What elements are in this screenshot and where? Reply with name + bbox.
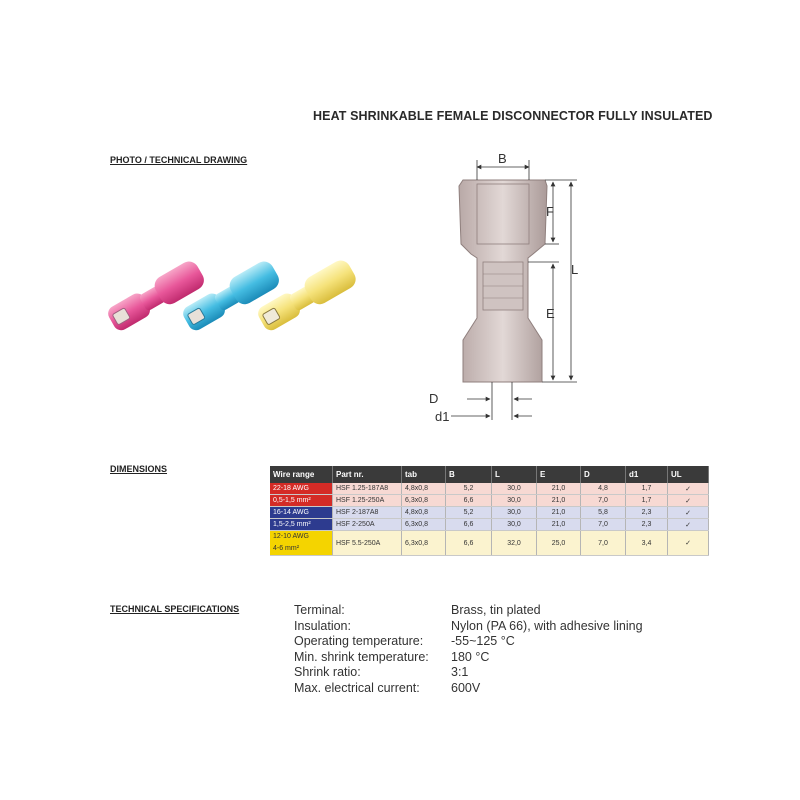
spec-value: 180 °C xyxy=(451,649,490,664)
d1-cell: 2,3 xyxy=(626,519,668,531)
wire-range-awg: 12-10 AWG xyxy=(273,533,309,540)
wire-range-cell: 0,5-1,5 mm² xyxy=(270,495,333,507)
part-cell: HSF 1.25-187A8 xyxy=(333,483,402,495)
spec-row-shrink-temperature xyxy=(294,650,643,666)
spec-value: Brass, tin plated xyxy=(451,603,541,617)
section-label-dimensions: DIMENSIONS xyxy=(110,464,168,474)
col-header-d1: d1 xyxy=(626,466,668,483)
tab-cell: 4,8x0,8 xyxy=(402,507,446,519)
label-F: F xyxy=(546,204,554,219)
product-photo xyxy=(108,244,358,344)
ul-check-icon: ✓ xyxy=(668,483,709,495)
col-header-wire-range: Wire range xyxy=(270,466,333,483)
tab-cell: 4,8x0,8 xyxy=(402,483,446,495)
d1-cell: 3,4 xyxy=(626,531,668,556)
spec-value: Nylon (PA 66), with adhesive lining xyxy=(451,618,643,633)
col-header-tab: tab xyxy=(402,466,446,483)
spec-value: 600V xyxy=(451,680,481,695)
ul-check-icon: ✓ xyxy=(668,507,709,519)
table-row xyxy=(270,495,709,507)
spec-label: Shrink ratio: xyxy=(294,665,361,680)
spec-label: Insulation: xyxy=(294,618,351,633)
table-row xyxy=(270,519,709,531)
d1-cell: 1,7 xyxy=(626,483,668,495)
section-label-specs: TECHNICAL SPECIFICATIONS xyxy=(110,604,240,614)
spec-label: Min. shrink temperature: xyxy=(294,649,429,664)
b-cell: 5,2 xyxy=(446,483,492,495)
section-label-photo: PHOTO / TECHNICAL DRAWING xyxy=(110,155,248,165)
d-cell: 7,0 xyxy=(581,519,626,531)
ul-check-icon: ✓ xyxy=(668,519,709,531)
d1-cell: 1,7 xyxy=(626,495,668,507)
spec-label: Max. electrical current: xyxy=(294,680,420,695)
label-d1: d1 xyxy=(435,409,450,424)
b-cell: 5,2 xyxy=(446,507,492,519)
wire-range-cell: 16-14 AWG xyxy=(270,507,333,519)
page-title: HEAT SHRINKABLE FEMALE DISCONNECTOR FULLY INSULATED xyxy=(313,109,713,123)
l-cell: 30,0 xyxy=(492,507,537,519)
b-cell: 6,6 xyxy=(446,495,492,507)
d-cell: 7,0 xyxy=(581,531,626,556)
wire-range-cell: 22-18 AWG xyxy=(270,483,333,495)
d-cell: 5,8 xyxy=(581,507,626,519)
part-cell: HSF 5.5-250A xyxy=(333,531,402,556)
b-cell: 6,6 xyxy=(446,531,492,556)
col-header-E: E xyxy=(537,466,581,483)
l-cell: 30,0 xyxy=(492,483,537,495)
spec-value: -55~125 °C xyxy=(451,634,515,649)
connector-body xyxy=(459,180,547,382)
l-cell: 30,0 xyxy=(492,519,537,531)
spec-value: 3:1 xyxy=(451,665,469,680)
ul-check-icon: ✓ xyxy=(668,531,709,556)
ul-check-icon: ✓ xyxy=(668,495,709,507)
col-header-part-nr: Part nr. xyxy=(333,466,402,483)
technical-drawing xyxy=(395,150,590,435)
l-cell: 32,0 xyxy=(492,531,537,556)
e-cell: 21,0 xyxy=(537,483,581,495)
col-header-UL: UL xyxy=(668,466,709,483)
part-cell: HSF 2-250A xyxy=(333,519,402,531)
tab-cell: 6,3x0,8 xyxy=(402,519,446,531)
label-L: L xyxy=(571,262,579,277)
label-D: D xyxy=(429,391,439,406)
part-cell: HSF 2-187A8 xyxy=(333,507,402,519)
label-E: E xyxy=(546,306,555,321)
l-cell: 30,0 xyxy=(492,495,537,507)
col-header-L: L xyxy=(492,466,537,483)
tab-cell: 6,3x0,8 xyxy=(402,495,446,507)
e-cell: 21,0 xyxy=(537,519,581,531)
d-cell: 4,8 xyxy=(581,483,626,495)
tab-cell: 6,3x0,8 xyxy=(402,531,446,556)
table-row xyxy=(270,531,709,556)
table-row xyxy=(270,507,709,519)
table-row xyxy=(270,483,709,495)
wire-range-cell: 1,5-2,5 mm² xyxy=(270,519,333,531)
dimensions-table xyxy=(270,466,709,556)
table-header-row xyxy=(270,466,709,483)
spec-label: Terminal: xyxy=(294,603,345,617)
spec-label: Operating temperature: xyxy=(294,634,424,649)
col-header-B: B xyxy=(446,466,492,483)
label-B: B xyxy=(498,151,507,166)
spec-row-terminal xyxy=(294,603,643,619)
b-cell: 6,6 xyxy=(446,519,492,531)
col-header-D: D xyxy=(581,466,626,483)
specs-list xyxy=(294,603,643,697)
d1-cell: 2,3 xyxy=(626,507,668,519)
e-cell: 21,0 xyxy=(537,507,581,519)
wire-range-cell xyxy=(270,531,333,556)
part-cell: HSF 1.25-250A xyxy=(333,495,402,507)
wire-range-mm: 4-6 mm² xyxy=(273,545,300,552)
spec-row-shrink-ratio xyxy=(294,665,643,681)
spec-row-operating-temperature xyxy=(294,634,643,650)
e-cell: 25,0 xyxy=(537,531,581,556)
spec-row-max-current xyxy=(294,681,643,697)
e-cell: 21,0 xyxy=(537,495,581,507)
d-cell: 7,0 xyxy=(581,495,626,507)
spec-row-insulation xyxy=(294,619,643,635)
